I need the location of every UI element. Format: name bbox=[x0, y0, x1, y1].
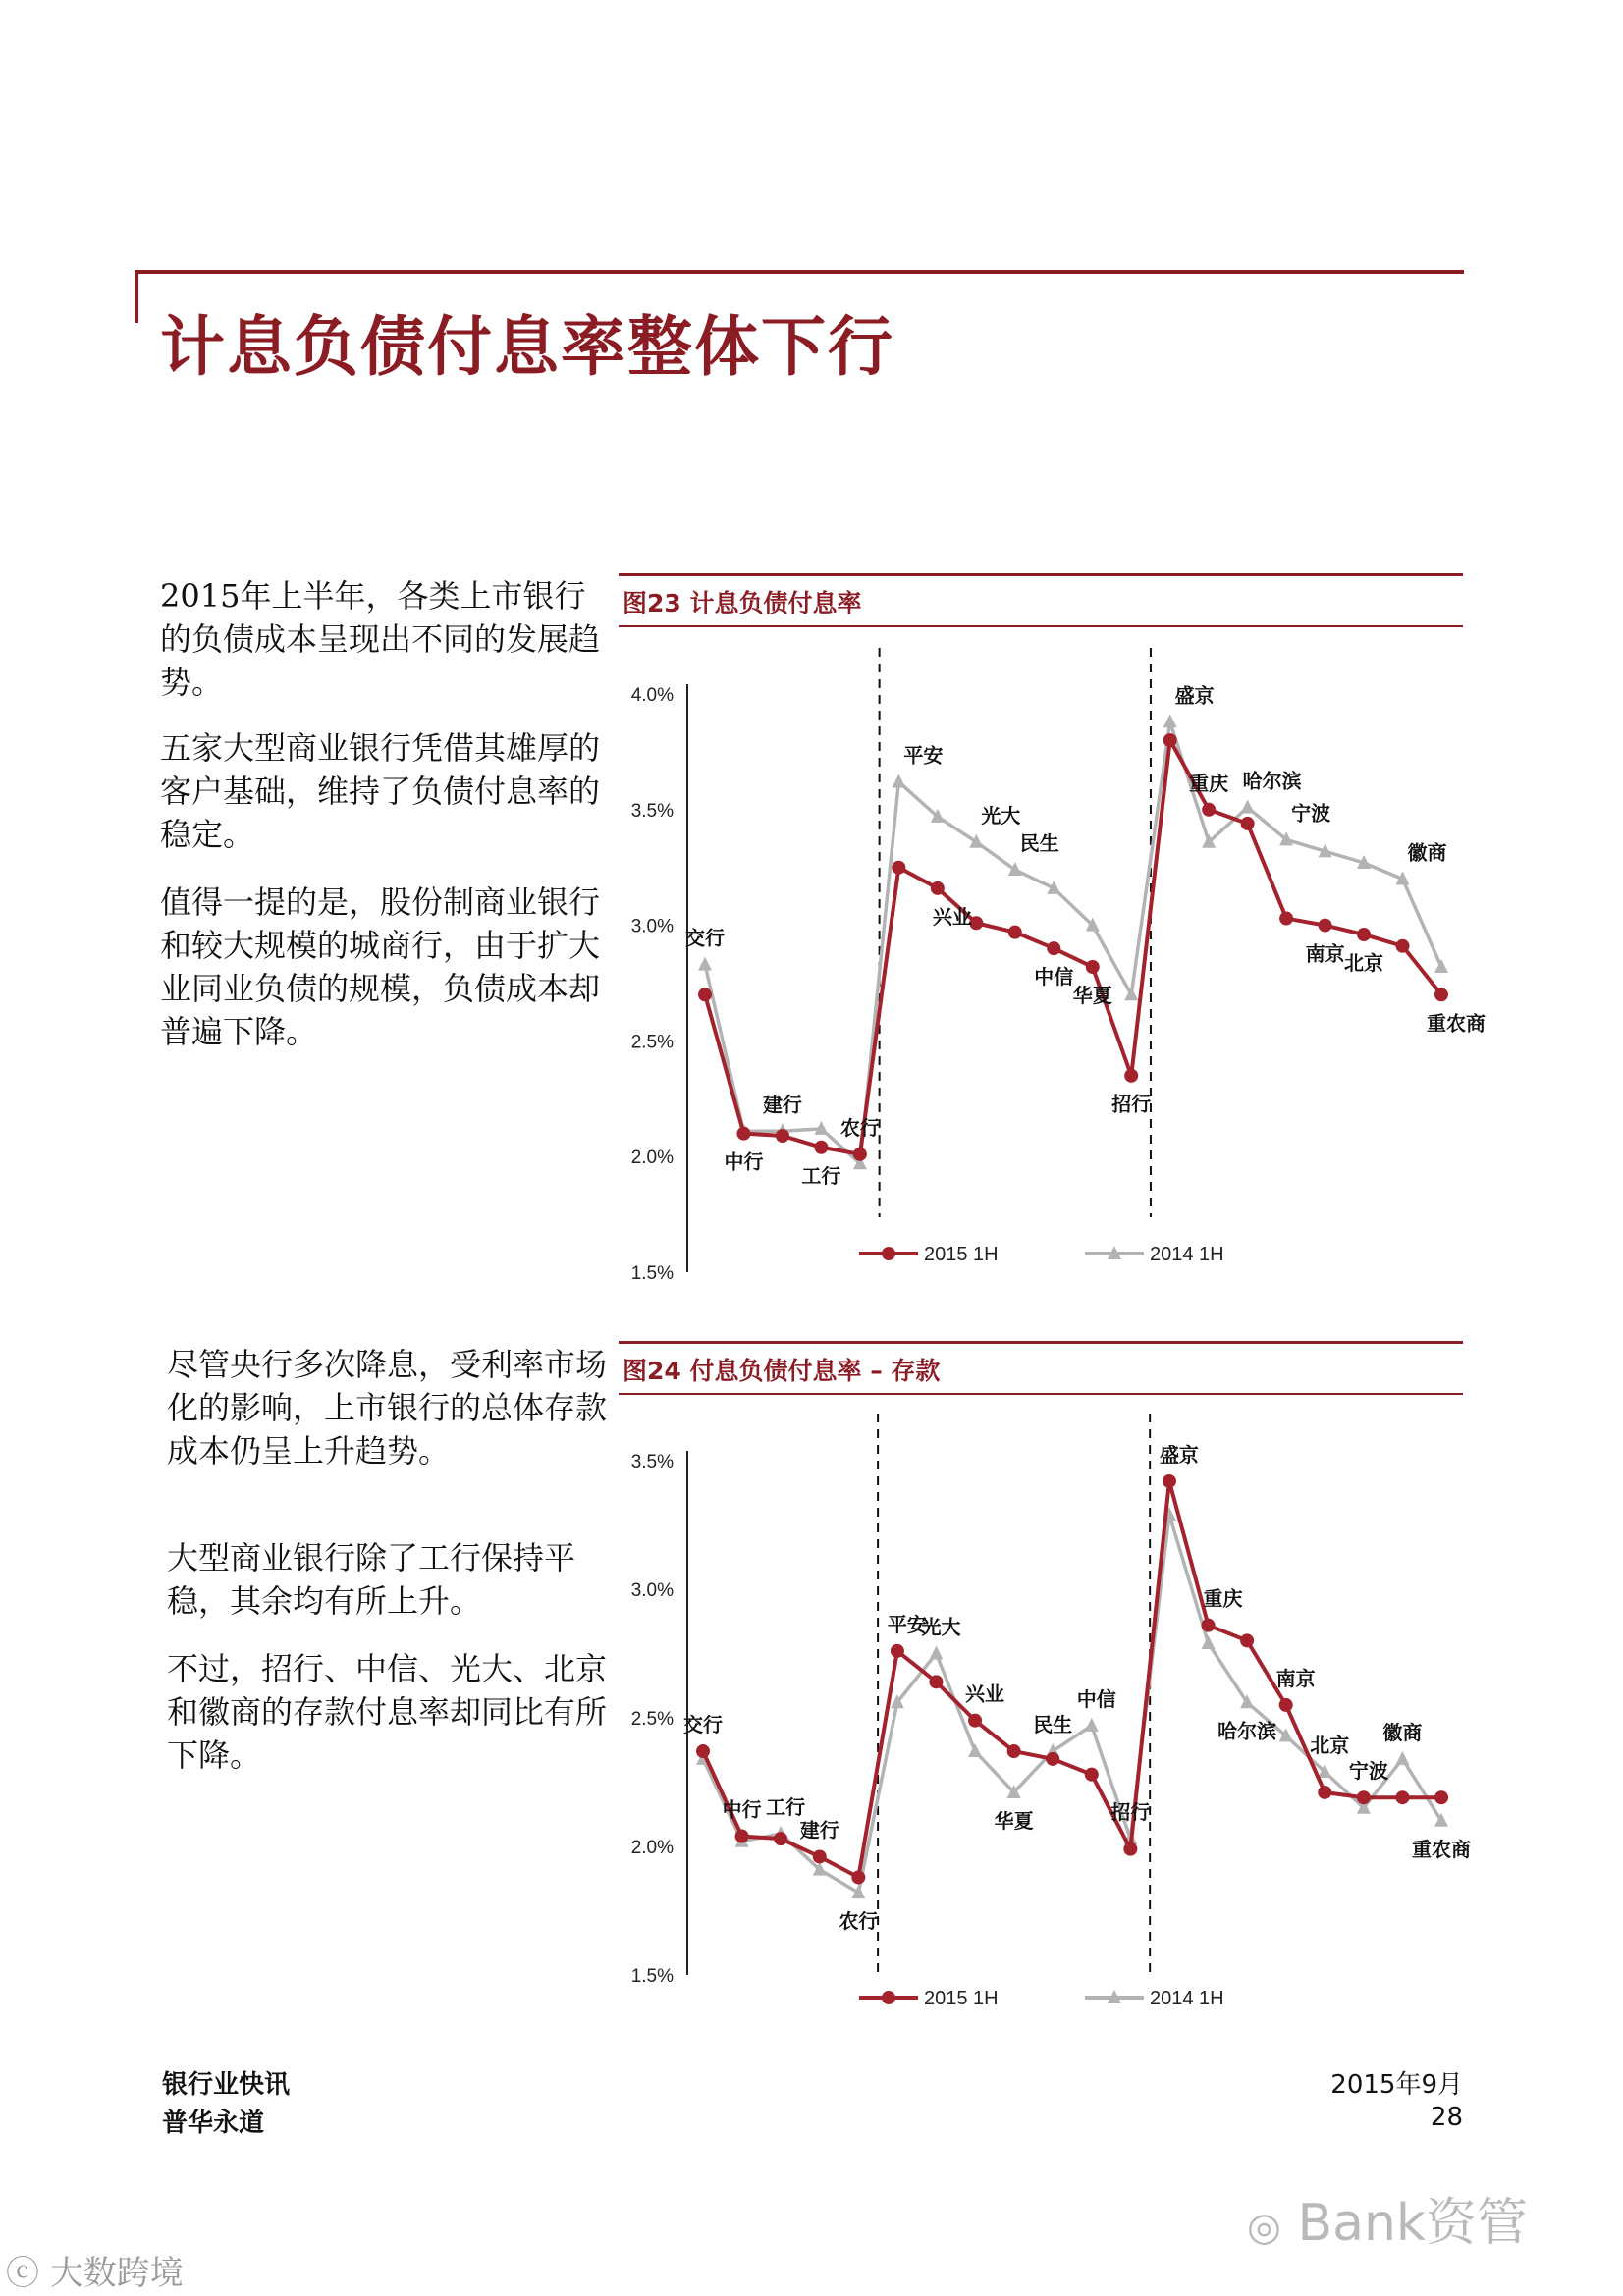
data-point bbox=[774, 1832, 787, 1845]
legend-label: 2015 1H bbox=[924, 1988, 999, 2009]
paragraph-6: 不过，招行、中信、光大、北京和徽商的存款付息率却同比有所下降。 bbox=[167, 1650, 608, 1774]
category-label: 招行 bbox=[1111, 1092, 1152, 1116]
category-label: 交行 bbox=[683, 1713, 723, 1737]
legend-label: 2014 1H bbox=[1150, 1988, 1224, 2009]
category-label: 工行 bbox=[801, 1163, 841, 1188]
category-label: 徽商 bbox=[1407, 840, 1447, 865]
y-tick-label: 1.5% bbox=[630, 1263, 674, 1284]
data-point bbox=[1319, 919, 1332, 933]
y-tick-label: 3.0% bbox=[630, 916, 674, 937]
legend-swatch-marker bbox=[882, 1247, 895, 1260]
category-label: 平安 bbox=[903, 743, 944, 768]
y-tick-label: 2.0% bbox=[630, 1838, 674, 1858]
chart2-header bbox=[619, 1341, 1463, 1395]
category-label: 盛京 bbox=[1174, 683, 1215, 708]
category-label: 农行 bbox=[839, 1909, 879, 1934]
data-point bbox=[1396, 939, 1410, 953]
watermark-dashu-text: 大数跨境 bbox=[49, 2254, 184, 2293]
chart2-title: 图24 付息负债付息率 – 存款 bbox=[622, 1357, 941, 1385]
data-point bbox=[1163, 714, 1177, 727]
y-tick-label: 3.5% bbox=[630, 1452, 674, 1472]
data-point bbox=[853, 1148, 867, 1161]
category-label: 招行 bbox=[1110, 1800, 1151, 1825]
y-tick-label: 4.0% bbox=[630, 685, 674, 706]
data-point bbox=[1357, 928, 1371, 941]
category-label: 农行 bbox=[839, 1115, 880, 1140]
paragraph-4: 尽管央行多次降息，受利率市场化的影响，上市银行的总体存款成本仍呈上升趋势。 bbox=[167, 1346, 608, 1469]
chart1-header bbox=[619, 573, 1463, 627]
category-label: 兴业 bbox=[965, 1682, 1005, 1706]
category-label: 哈尔滨 bbox=[1217, 1719, 1277, 1743]
category-label: 交行 bbox=[685, 926, 725, 950]
data-point bbox=[891, 1644, 904, 1658]
data-point bbox=[1240, 1633, 1254, 1647]
data-point bbox=[1434, 1790, 1448, 1804]
data-point bbox=[735, 1830, 749, 1843]
category-label: 工行 bbox=[766, 1794, 806, 1819]
data-point bbox=[1241, 817, 1255, 830]
category-label: 中行 bbox=[724, 1149, 764, 1174]
category-label: 重庆 bbox=[1189, 771, 1229, 795]
data-point bbox=[813, 1849, 827, 1863]
category-label: 光大 bbox=[981, 803, 1021, 828]
footer-company: 普华永道 bbox=[162, 2109, 265, 2138]
data-point bbox=[1123, 1842, 1137, 1856]
data-point bbox=[1202, 1619, 1216, 1632]
data-point bbox=[892, 861, 905, 875]
category-label: 南京 bbox=[1305, 941, 1345, 966]
category-label: 民生 bbox=[1019, 831, 1059, 856]
data-point bbox=[776, 1129, 789, 1143]
category-label: 建行 bbox=[762, 1093, 802, 1117]
data-point bbox=[1163, 733, 1177, 747]
data-point bbox=[1124, 1069, 1138, 1083]
data-point bbox=[1008, 862, 1022, 876]
data-point bbox=[696, 1744, 710, 1758]
data-point bbox=[736, 1127, 750, 1141]
data-point bbox=[968, 1743, 982, 1757]
category-label: 南京 bbox=[1275, 1666, 1316, 1690]
paragraph-1: 2015年上半年，各类上市银行的负债成本呈现出不同的发展趋势。 bbox=[160, 577, 601, 701]
footer-page-number: 28 bbox=[1430, 2103, 1463, 2132]
data-point bbox=[1202, 803, 1216, 817]
data-point bbox=[1007, 1744, 1021, 1758]
category-label: 平安 bbox=[887, 1612, 927, 1636]
watermark-bank-text: Bank资管 bbox=[1297, 2194, 1529, 2253]
data-point bbox=[1085, 1768, 1099, 1782]
data-point bbox=[851, 1870, 865, 1884]
wechat-icon: ◎ bbox=[1247, 2205, 1281, 2250]
category-label: 光大 bbox=[921, 1615, 961, 1639]
legend-label: 2014 1H bbox=[1150, 1244, 1224, 1265]
dashu-logo-icon: ⓒ bbox=[6, 2254, 39, 2293]
data-point bbox=[1202, 1635, 1216, 1649]
category-label: 中行 bbox=[722, 1797, 762, 1822]
data-point bbox=[698, 957, 712, 971]
category-label: 重农商 bbox=[1427, 1011, 1486, 1036]
data-point bbox=[1279, 1698, 1293, 1712]
footer-date: 2015年9月 bbox=[1330, 2070, 1463, 2100]
data-point bbox=[929, 1675, 943, 1688]
data-point bbox=[1086, 960, 1100, 974]
y-tick-label: 2.5% bbox=[630, 1032, 674, 1053]
legend-swatch-marker bbox=[882, 1991, 895, 2004]
data-point bbox=[1318, 1786, 1331, 1799]
data-point bbox=[1046, 1752, 1059, 1766]
category-label: 北京 bbox=[1310, 1734, 1350, 1758]
category-label: 宁波 bbox=[1348, 1759, 1388, 1784]
watermark-bank bbox=[1247, 2181, 1528, 2255]
category-label: 宁波 bbox=[1291, 801, 1331, 826]
data-point bbox=[1047, 941, 1060, 955]
category-label: 建行 bbox=[799, 1818, 839, 1842]
chart1-plot bbox=[589, 628, 1486, 1284]
paragraph-3: 值得一提的是，股份制商业银行和较大规模的城商行，由于扩大业同业负债的规模，负债成本却普遍下降。 bbox=[160, 883, 601, 1050]
y-tick-label: 2.5% bbox=[630, 1709, 674, 1730]
category-label: 盛京 bbox=[1159, 1442, 1199, 1467]
page-title: 计息负债付息率整体下行 bbox=[160, 309, 894, 385]
data-point bbox=[1434, 959, 1448, 973]
data-point bbox=[1008, 926, 1022, 939]
data-point bbox=[698, 988, 712, 1001]
data-point bbox=[1085, 1718, 1099, 1732]
category-label: 徽商 bbox=[1382, 1720, 1423, 1744]
data-point bbox=[1163, 1474, 1176, 1488]
data-point bbox=[969, 834, 983, 848]
legend-label: 2015 1H bbox=[924, 1244, 999, 1265]
category-label: 北京 bbox=[1344, 951, 1384, 976]
data-point bbox=[1434, 988, 1448, 1001]
category-label: 民生 bbox=[1033, 1713, 1073, 1737]
category-label: 华夏 bbox=[1072, 984, 1112, 1008]
category-label: 重农商 bbox=[1412, 1837, 1471, 1861]
data-point bbox=[1241, 799, 1255, 813]
chart1-title: 图23 计息负债付息率 bbox=[622, 589, 862, 617]
watermark-dashu bbox=[6, 2246, 184, 2294]
category-label: 中信 bbox=[1034, 965, 1074, 989]
category-label: 哈尔滨 bbox=[1242, 769, 1302, 793]
y-tick-label: 2.0% bbox=[630, 1148, 674, 1169]
chart2-plot bbox=[589, 1394, 1473, 2032]
category-label: 中信 bbox=[1076, 1686, 1116, 1711]
data-point bbox=[814, 1141, 828, 1154]
paragraph-5: 大型商业银行除了工行保持平稳，其余均有所上升。 bbox=[167, 1539, 576, 1620]
data-point bbox=[931, 881, 945, 895]
data-point bbox=[1395, 1751, 1409, 1765]
y-tick-label: 1.5% bbox=[630, 1966, 674, 1987]
data-point bbox=[968, 1714, 982, 1728]
category-label: 兴业 bbox=[932, 904, 972, 929]
data-point bbox=[929, 1646, 943, 1660]
footer-publication: 银行业快讯 bbox=[162, 2070, 291, 2100]
y-tick-label: 3.0% bbox=[630, 1580, 674, 1601]
data-point bbox=[1395, 1790, 1409, 1804]
category-label: 重庆 bbox=[1203, 1586, 1243, 1611]
category-label: 华夏 bbox=[994, 1808, 1034, 1833]
data-point bbox=[892, 774, 905, 788]
data-point bbox=[1279, 912, 1293, 926]
data-point bbox=[1357, 1790, 1371, 1804]
paragraph-2: 五家大型商业银行凭借其雄厚的客户基础，维持了负债付息率的稳定。 bbox=[160, 729, 601, 853]
y-tick-label: 3.5% bbox=[630, 800, 674, 822]
